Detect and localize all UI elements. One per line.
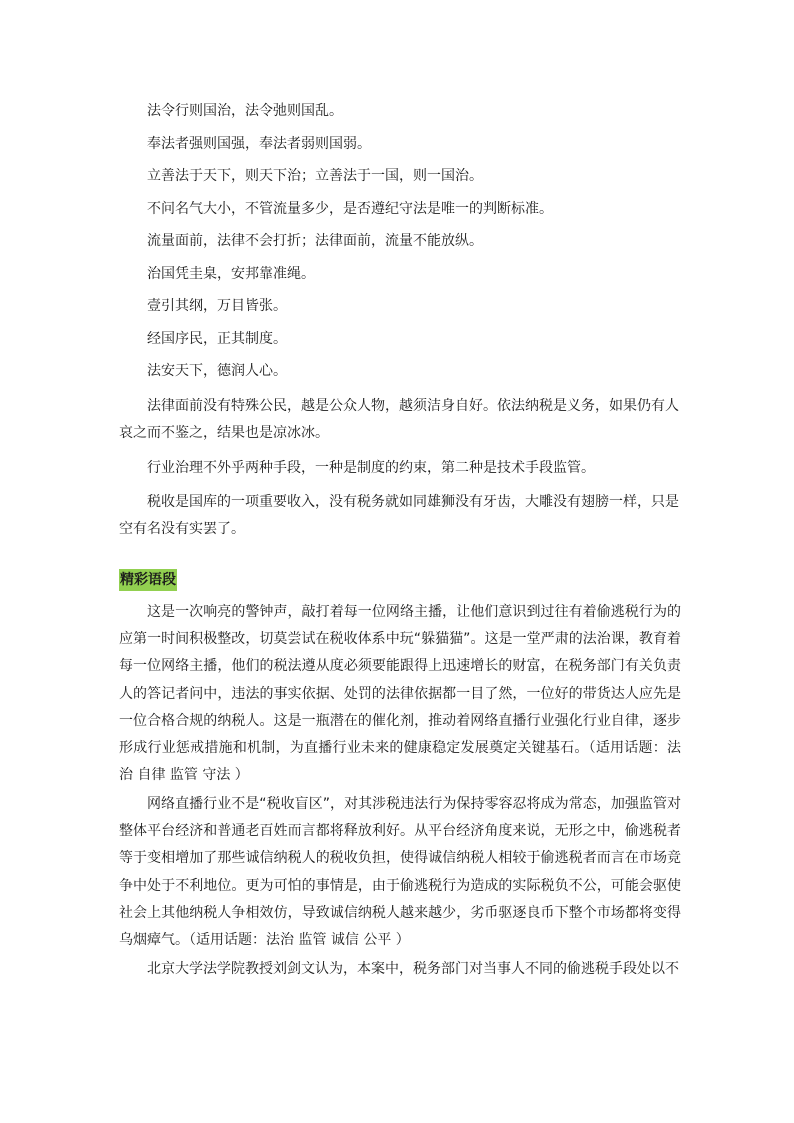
paragraph: 北京大学法学院教授刘剑文认为，本案中，税务部门对当事人不同的偷逃税手段处以不 (147, 960, 679, 977)
quote-line: 法律面前没有特殊公民，越是公众人物，越须洁身自好。依法纳税是义务，如果仍有人 (147, 397, 679, 414)
paragraph-block (119, 599, 681, 984)
quote-item-multiline (119, 393, 679, 447)
quote-item: 奉法者强则国强，奉法者弱则国弱。 (147, 135, 371, 152)
quote-item: 流量面前，法律不会打折；法律面前，流量不能放纵。 (147, 233, 483, 249)
quote-line: 空有名没有实罢了。 (119, 521, 245, 537)
quote-list (119, 100, 679, 553)
quote-item: 经国序民，正其制度。 (147, 330, 287, 347)
quote-item: 法安天下，德润人心。 (147, 363, 287, 379)
paragraph: 这是一次响亮的警钟声，敲打着每一位网络主播，让他们意识到过往有着偷逃税行为的应第一时间积极整改，切莫尝试在税收体系中玩“躲猫猫”。这是一堂严肃的法治课，教育着每一位网络主播，他们的税法遵从度必须要能跟得上迅速增长的财富，在税务部门有关负责人的答记者问中，违法的事实依据、处罚的法律依据都一目了然，一位好的带货达人应先是一位合格合规的纳税人。这是一瓶潜在的催化剂，推动着网络直播行业强化行业自律，逐步形成行业惩戒措施和机制，为直播行业未来的健康稳定发展奠定关键基石。（适用话题：法治 自律 监管 守法 ） (119, 604, 681, 784)
quote-item: 行业治理不外乎两种手段，一种是制度的约束，第二种是技术手段监管。 (147, 459, 595, 476)
quote-line: 哀之而不鉴之，结果也是凉冰冰。 (119, 424, 329, 441)
paragraph: 网络直播行业不是“税收盲区”，对其涉税违法行为保持零容忍将成为常态，加强监管对整体平台经济和普通老百姓而言都将释放利好。从平台经济角度来说，无形之中，偷逃税者等于变相增加了那些诚信纳税人的税收负担，使得诚信纳税人相较于偷逃税者而言在市场竞争中处于不利地位。更为可怕的事情是，由于偷逃税行为造成的实际税负不公，可能会驱使社会上其他纳税人争相效仿，导致诚信纳税人越来越少，劣币驱逐良币下整个市场都将变得乌烟瘴气。（适用话题：法治 监管 诚信 公平 ） (119, 795, 681, 948)
quote-item: 法令行则国治，法令弛则国乱。 (147, 103, 343, 119)
section-heading: 精彩语段 (119, 569, 177, 591)
quote-item: 不问名气大小，不管流量多少，是否遵纪守法是唯一的判断标准。 (147, 200, 553, 217)
quote-item-multiline (119, 489, 679, 543)
quote-item: 治国凭圭臬，安邦靠准绳。 (147, 265, 315, 282)
quote-item: 立善法于天下，则天下治；立善法于一国，则一国治。 (147, 168, 483, 184)
quote-item: 壹引其纲，万目皆张。 (147, 298, 287, 314)
quote-line: 税收是国库的一项重要收入，没有税务就如同雄狮没有牙齿，大雕没有翅膀一样，只是 (147, 494, 679, 510)
